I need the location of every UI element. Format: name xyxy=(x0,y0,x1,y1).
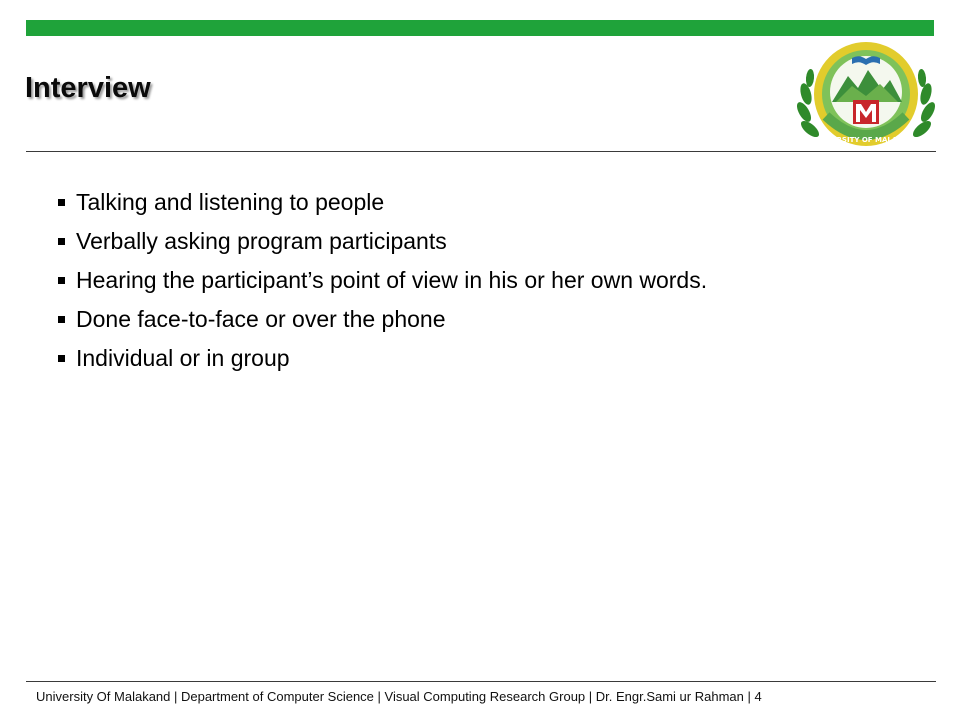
square-bullet-icon xyxy=(58,277,65,284)
slide-title: Interview xyxy=(25,72,151,104)
top-accent-bar xyxy=(26,20,934,36)
list-item xyxy=(56,222,707,261)
university-logo xyxy=(796,36,936,154)
title-divider xyxy=(26,151,936,152)
bullet-text: Talking and listening to people xyxy=(76,189,385,215)
bullet-text: Done face-to-face or over the phone xyxy=(76,306,446,332)
square-bullet-icon xyxy=(58,355,65,362)
square-bullet-icon xyxy=(58,199,65,206)
list-item xyxy=(56,300,707,339)
bullet-text: Verbally asking program participants xyxy=(76,228,447,254)
svg-text:UNIVERSITY OF MALAKAND: UNIVERSITY OF MALAKAND xyxy=(812,136,920,144)
list-item xyxy=(56,339,707,378)
bullet-text: Hearing the participant’s point of view in his or her own words. xyxy=(76,267,708,293)
square-bullet-icon xyxy=(58,316,65,323)
footer-divider xyxy=(26,681,936,682)
slide-footer: University Of Malakand | Department of Computer Science | Visual Computing Research Group | Dr. Engr.Sami ur Rahman | 4 xyxy=(36,689,762,704)
bullet-text: Individual or in group xyxy=(76,345,290,371)
list-item xyxy=(56,183,707,222)
bullet-list xyxy=(56,183,707,378)
square-bullet-icon xyxy=(58,238,65,245)
list-item xyxy=(56,261,707,300)
